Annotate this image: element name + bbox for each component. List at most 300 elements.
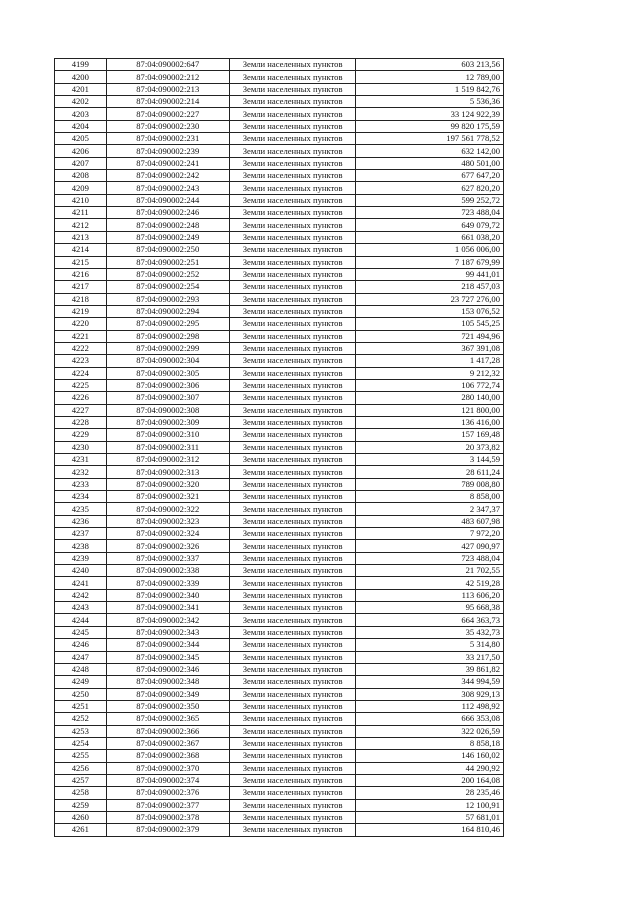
- cadastral-number-cell: 87:04:090002:340: [106, 589, 229, 601]
- cadastral-value-cell: 367 391,08: [356, 342, 504, 354]
- land-category-cell: Земли населенных пунктов: [229, 589, 355, 601]
- row-number-cell: 4200: [55, 71, 107, 83]
- cadastral-value-cell: 723 488,04: [356, 552, 504, 564]
- cadastral-number-cell: 87:04:090002:342: [106, 614, 229, 626]
- row-number-cell: 4253: [55, 725, 107, 737]
- table-row: [55, 404, 504, 416]
- table-row: [55, 663, 504, 675]
- row-number-cell: 4226: [55, 392, 107, 404]
- row-number-cell: 4228: [55, 416, 107, 428]
- table-row: [55, 268, 504, 280]
- row-number-cell: 4258: [55, 787, 107, 799]
- land-category-cell: Земли населенных пунктов: [229, 787, 355, 799]
- table-row: [55, 528, 504, 540]
- row-number-cell: 4254: [55, 737, 107, 749]
- row-number-cell: 4239: [55, 552, 107, 564]
- land-category-cell: Земли населенных пунктов: [229, 182, 355, 194]
- table-row: [55, 392, 504, 404]
- land-category-cell: Земли населенных пунктов: [229, 565, 355, 577]
- cadastral-value-cell: 723 488,04: [356, 207, 504, 219]
- row-number-cell: 4207: [55, 157, 107, 169]
- table-row: [55, 540, 504, 552]
- cadastral-number-cell: 87:04:090002:308: [106, 404, 229, 416]
- table-row: [55, 589, 504, 601]
- cadastral-value-cell: 136 416,00: [356, 416, 504, 428]
- table-row: [55, 207, 504, 219]
- row-number-cell: 4261: [55, 824, 107, 836]
- table-row: [55, 342, 504, 354]
- row-number-cell: 4223: [55, 355, 107, 367]
- cadastral-value-cell: 480 501,00: [356, 157, 504, 169]
- cadastral-number-cell: 87:04:090002:378: [106, 811, 229, 823]
- cadastral-number-cell: 87:04:090002:311: [106, 441, 229, 453]
- table-body: [55, 59, 504, 837]
- table-row: [55, 503, 504, 515]
- land-category-cell: Земли населенных пунктов: [229, 811, 355, 823]
- row-number-cell: 4247: [55, 651, 107, 663]
- cadastral-value-cell: 7 972,20: [356, 528, 504, 540]
- table-row: [55, 725, 504, 737]
- cadastral-value-cell: 5 314,80: [356, 639, 504, 651]
- table-row: [55, 355, 504, 367]
- row-number-cell: 4241: [55, 577, 107, 589]
- table-row: [55, 491, 504, 503]
- land-category-cell: Земли населенных пунктов: [229, 663, 355, 675]
- cadastral-number-cell: 87:04:090002:322: [106, 503, 229, 515]
- row-number-cell: 4249: [55, 676, 107, 688]
- cadastral-number-cell: 87:04:090002:293: [106, 293, 229, 305]
- table-row: [55, 688, 504, 700]
- row-number-cell: 4248: [55, 663, 107, 675]
- cadastral-number-cell: 87:04:090002:348: [106, 676, 229, 688]
- land-category-cell: Земли населенных пунктов: [229, 528, 355, 540]
- land-category-cell: Земли населенных пунктов: [229, 108, 355, 120]
- cadastral-value-cell: 28 611,24: [356, 466, 504, 478]
- row-number-cell: 4245: [55, 626, 107, 638]
- cadastral-number-cell: 87:04:090002:244: [106, 194, 229, 206]
- table-row: [55, 626, 504, 638]
- land-category-cell: Земли населенных пунктов: [229, 577, 355, 589]
- row-number-cell: 4236: [55, 515, 107, 527]
- cadastral-number-cell: 87:04:090002:344: [106, 639, 229, 651]
- row-number-cell: 4199: [55, 59, 107, 71]
- table-row: [55, 305, 504, 317]
- cadastral-value-cell: 666 353,08: [356, 713, 504, 725]
- table-row: [55, 565, 504, 577]
- table-row: [55, 676, 504, 688]
- land-category-cell: Земли населенных пунктов: [229, 367, 355, 379]
- table-row: [55, 145, 504, 157]
- cadastral-number-cell: 87:04:090002:374: [106, 774, 229, 786]
- cadastral-value-cell: 599 252,72: [356, 194, 504, 206]
- land-category-cell: Земли населенных пунктов: [229, 120, 355, 132]
- cadastral-number-cell: 87:04:090002:313: [106, 466, 229, 478]
- cadastral-number-cell: 87:04:090002:243: [106, 182, 229, 194]
- cadastral-value-cell: 57 681,01: [356, 811, 504, 823]
- row-number-cell: 4206: [55, 145, 107, 157]
- row-number-cell: 4203: [55, 108, 107, 120]
- row-number-cell: 4259: [55, 799, 107, 811]
- table-row: [55, 750, 504, 762]
- cadastral-number-cell: 87:04:090002:346: [106, 663, 229, 675]
- cadastral-value-cell: 113 606,20: [356, 589, 504, 601]
- cadastral-value-cell: 42 519,28: [356, 577, 504, 589]
- cadastral-number-cell: 87:04:090002:345: [106, 651, 229, 663]
- cadastral-value-cell: 218 457,03: [356, 281, 504, 293]
- cadastral-number-cell: 87:04:090002:337: [106, 552, 229, 564]
- table-row: [55, 244, 504, 256]
- cadastral-value-cell: 106 772,74: [356, 379, 504, 391]
- cadastral-value-cell: 483 607,98: [356, 515, 504, 527]
- cadastral-value-cell: 112 498,92: [356, 700, 504, 712]
- land-category-cell: Земли населенных пунктов: [229, 713, 355, 725]
- cadastral-number-cell: 87:04:090002:248: [106, 219, 229, 231]
- land-category-cell: Земли населенных пунктов: [229, 688, 355, 700]
- cadastral-value-cell: 200 164,08: [356, 774, 504, 786]
- row-number-cell: 4244: [55, 614, 107, 626]
- cadastral-number-cell: 87:04:090002:321: [106, 491, 229, 503]
- table-row: [55, 96, 504, 108]
- row-number-cell: 4231: [55, 454, 107, 466]
- row-number-cell: 4240: [55, 565, 107, 577]
- land-category-cell: Земли населенных пунктов: [229, 133, 355, 145]
- cadastral-number-cell: 87:04:090002:323: [106, 515, 229, 527]
- row-number-cell: 4256: [55, 762, 107, 774]
- cadastral-number-cell: 87:04:090002:366: [106, 725, 229, 737]
- cadastral-number-cell: 87:04:090002:312: [106, 454, 229, 466]
- cadastral-number-cell: 87:04:090002:647: [106, 59, 229, 71]
- cadastral-number-cell: 87:04:090002:350: [106, 700, 229, 712]
- land-category-cell: Земли населенных пунктов: [229, 256, 355, 268]
- land-category-cell: Земли населенных пунктов: [229, 799, 355, 811]
- cadastral-value-cell: 28 235,46: [356, 787, 504, 799]
- row-number-cell: 4251: [55, 700, 107, 712]
- cadastral-value-cell: 121 800,00: [356, 404, 504, 416]
- table-row: [55, 194, 504, 206]
- row-number-cell: 4208: [55, 170, 107, 182]
- cadastral-value-cell: 5 536,36: [356, 96, 504, 108]
- row-number-cell: 4215: [55, 256, 107, 268]
- table-row: [55, 811, 504, 823]
- land-category-cell: Земли населенных пунктов: [229, 762, 355, 774]
- table-row: [55, 293, 504, 305]
- land-category-cell: Земли населенных пунктов: [229, 614, 355, 626]
- cadastral-value-cell: 39 861,82: [356, 663, 504, 675]
- land-category-cell: Земли населенных пунктов: [229, 83, 355, 95]
- cadastral-value-cell: 661 038,20: [356, 231, 504, 243]
- land-category-cell: Земли населенных пунктов: [229, 96, 355, 108]
- land-category-cell: Земли населенных пунктов: [229, 639, 355, 651]
- cadastral-number-cell: 87:04:090002:298: [106, 330, 229, 342]
- land-category-cell: Земли населенных пунктов: [229, 454, 355, 466]
- table-row: [55, 787, 504, 799]
- table-row: [55, 219, 504, 231]
- table-row: [55, 737, 504, 749]
- table-row: [55, 602, 504, 614]
- table-row: [55, 774, 504, 786]
- cadastral-value-cell: 146 160,02: [356, 750, 504, 762]
- land-category-cell: Земли населенных пунктов: [229, 429, 355, 441]
- cadastral-number-cell: 87:04:090002:379: [106, 824, 229, 836]
- land-category-cell: Земли населенных пунктов: [229, 478, 355, 490]
- cadastral-value-cell: 721 494,96: [356, 330, 504, 342]
- cadastral-value-cell: 322 026,59: [356, 725, 504, 737]
- cadastral-number-cell: 87:04:090002:295: [106, 318, 229, 330]
- table-row: [55, 713, 504, 725]
- land-category-cell: Земли населенных пунктов: [229, 268, 355, 280]
- row-number-cell: 4222: [55, 342, 107, 354]
- table-row: [55, 614, 504, 626]
- land-category-cell: Земли населенных пунктов: [229, 231, 355, 243]
- land-category-cell: Земли населенных пунктов: [229, 676, 355, 688]
- land-category-cell: Земли населенных пунктов: [229, 330, 355, 342]
- cadastral-value-cell: 1 056 006,00: [356, 244, 504, 256]
- land-category-cell: Земли населенных пунктов: [229, 416, 355, 428]
- row-number-cell: 4216: [55, 268, 107, 280]
- row-number-cell: 4204: [55, 120, 107, 132]
- table-row: [55, 416, 504, 428]
- land-category-cell: Земли населенных пунктов: [229, 219, 355, 231]
- cadastral-number-cell: 87:04:090002:376: [106, 787, 229, 799]
- land-category-cell: Земли населенных пунктов: [229, 626, 355, 638]
- row-number-cell: 4211: [55, 207, 107, 219]
- cadastral-value-cell: 649 079,72: [356, 219, 504, 231]
- row-number-cell: 4255: [55, 750, 107, 762]
- cadastral-value-cell: 21 702,55: [356, 565, 504, 577]
- table-row: [55, 466, 504, 478]
- row-number-cell: 4201: [55, 83, 107, 95]
- cadastral-number-cell: 87:04:090002:326: [106, 540, 229, 552]
- table-row: [55, 577, 504, 589]
- cadastral-value-cell: 3 144,59: [356, 454, 504, 466]
- cadastral-number-cell: 87:04:090002:213: [106, 83, 229, 95]
- cadastral-number-cell: 87:04:090002:294: [106, 305, 229, 317]
- cadastral-value-cell: 603 213,56: [356, 59, 504, 71]
- row-number-cell: 4205: [55, 133, 107, 145]
- cadastral-number-cell: 87:04:090002:338: [106, 565, 229, 577]
- cadastral-number-cell: 87:04:090002:249: [106, 231, 229, 243]
- cadastral-number-cell: 87:04:090002:310: [106, 429, 229, 441]
- land-category-cell: Земли населенных пунктов: [229, 700, 355, 712]
- cadastral-number-cell: 87:04:090002:365: [106, 713, 229, 725]
- cadastral-number-cell: 87:04:090002:370: [106, 762, 229, 774]
- cadastral-value-cell: 20 373,82: [356, 441, 504, 453]
- land-category-cell: Земли населенных пунктов: [229, 71, 355, 83]
- table-row: [55, 170, 504, 182]
- cadastral-number-cell: 87:04:090002:239: [106, 145, 229, 157]
- cadastral-number-cell: 87:04:090002:214: [106, 96, 229, 108]
- table-row: [55, 824, 504, 836]
- table-row: [55, 281, 504, 293]
- row-number-cell: 4232: [55, 466, 107, 478]
- cadastral-number-cell: 87:04:090002:299: [106, 342, 229, 354]
- cadastral-value-cell: 308 929,13: [356, 688, 504, 700]
- row-number-cell: 4237: [55, 528, 107, 540]
- cadastral-value-cell: 99 820 175,59: [356, 120, 504, 132]
- cadastral-number-cell: 87:04:090002:377: [106, 799, 229, 811]
- cadastral-value-cell: 33 124 922,39: [356, 108, 504, 120]
- cadastral-number-cell: 87:04:090002:307: [106, 392, 229, 404]
- cadastral-number-cell: 87:04:090002:305: [106, 367, 229, 379]
- cadastral-value-cell: 664 363,73: [356, 614, 504, 626]
- table-row: [55, 651, 504, 663]
- cadastral-value-cell: 8 858,00: [356, 491, 504, 503]
- row-number-cell: 4209: [55, 182, 107, 194]
- cadastral-number-cell: 87:04:090002:324: [106, 528, 229, 540]
- row-number-cell: 4212: [55, 219, 107, 231]
- cadastral-number-cell: 87:04:090002:241: [106, 157, 229, 169]
- cadastral-value-cell: 95 668,38: [356, 602, 504, 614]
- row-number-cell: 4224: [55, 367, 107, 379]
- row-number-cell: 4202: [55, 96, 107, 108]
- cadastral-number-cell: 87:04:090002:339: [106, 577, 229, 589]
- row-number-cell: 4217: [55, 281, 107, 293]
- row-number-cell: 4221: [55, 330, 107, 342]
- land-category-cell: Земли населенных пунктов: [229, 602, 355, 614]
- table-row: [55, 552, 504, 564]
- row-number-cell: 4234: [55, 491, 107, 503]
- cadastral-value-cell: 677 647,20: [356, 170, 504, 182]
- cadastral-number-cell: 87:04:090002:254: [106, 281, 229, 293]
- land-category-cell: Земли населенных пунктов: [229, 305, 355, 317]
- land-category-cell: Земли населенных пунктов: [229, 540, 355, 552]
- cadastral-value-cell: 427 090,97: [356, 540, 504, 552]
- row-number-cell: 4260: [55, 811, 107, 823]
- land-category-cell: Земли населенных пунктов: [229, 503, 355, 515]
- table-row: [55, 120, 504, 132]
- table-row: [55, 231, 504, 243]
- table-row: [55, 515, 504, 527]
- cadastral-number-cell: 87:04:090002:367: [106, 737, 229, 749]
- land-category-cell: Земли населенных пунктов: [229, 379, 355, 391]
- cadastral-value-cell: 344 994,59: [356, 676, 504, 688]
- table-row: [55, 367, 504, 379]
- land-category-cell: Земли населенных пунктов: [229, 404, 355, 416]
- land-category-cell: Земли населенных пунктов: [229, 725, 355, 737]
- land-category-cell: Земли населенных пунктов: [229, 466, 355, 478]
- row-number-cell: 4242: [55, 589, 107, 601]
- cadastral-value-cell: 33 217,50: [356, 651, 504, 663]
- cadastral-value-cell: 632 142,00: [356, 145, 504, 157]
- cadastral-number-cell: 87:04:090002:227: [106, 108, 229, 120]
- row-number-cell: 4246: [55, 639, 107, 651]
- table-row: [55, 108, 504, 120]
- table-row: [55, 762, 504, 774]
- cadastral-number-cell: 87:04:090002:231: [106, 133, 229, 145]
- land-category-cell: Земли населенных пунктов: [229, 392, 355, 404]
- cadastral-value-cell: 8 858,18: [356, 737, 504, 749]
- table-row: [55, 71, 504, 83]
- cadastral-number-cell: 87:04:090002:246: [106, 207, 229, 219]
- cadastral-number-cell: 87:04:090002:230: [106, 120, 229, 132]
- cadastral-value-cell: 627 820,20: [356, 182, 504, 194]
- row-number-cell: 4213: [55, 231, 107, 243]
- land-category-cell: Земли населенных пунктов: [229, 441, 355, 453]
- cadastral-number-cell: 87:04:090002:304: [106, 355, 229, 367]
- cadastral-number-cell: 87:04:090002:252: [106, 268, 229, 280]
- cadastral-value-cell: 35 432,73: [356, 626, 504, 638]
- row-number-cell: 4218: [55, 293, 107, 305]
- row-number-cell: 4230: [55, 441, 107, 453]
- cadastral-number-cell: 87:04:090002:320: [106, 478, 229, 490]
- table-row: [55, 441, 504, 453]
- land-category-cell: Земли населенных пунктов: [229, 774, 355, 786]
- cadastral-number-cell: 87:04:090002:309: [106, 416, 229, 428]
- land-category-cell: Земли населенных пунктов: [229, 342, 355, 354]
- row-number-cell: 4220: [55, 318, 107, 330]
- table-row: [55, 799, 504, 811]
- cadastral-number-cell: 87:04:090002:250: [106, 244, 229, 256]
- table-row: [55, 318, 504, 330]
- cadastral-value-cell: 789 008,80: [356, 478, 504, 490]
- cadastral-value-cell: 1 417,28: [356, 355, 504, 367]
- cadastral-value-cell: 23 727 276,00: [356, 293, 504, 305]
- cadastral-number-cell: 87:04:090002:212: [106, 71, 229, 83]
- cadastral-number-cell: 87:04:090002:306: [106, 379, 229, 391]
- cadastral-value-cell: 12 789,00: [356, 71, 504, 83]
- land-category-cell: Земли населенных пунктов: [229, 244, 355, 256]
- table-row: [55, 133, 504, 145]
- table-row: [55, 429, 504, 441]
- cadastral-value-cell: 105 545,25: [356, 318, 504, 330]
- land-category-cell: Земли населенных пунктов: [229, 515, 355, 527]
- row-number-cell: 4229: [55, 429, 107, 441]
- land-category-cell: Земли населенных пунктов: [229, 281, 355, 293]
- cadastral-value-cell: 280 140,00: [356, 392, 504, 404]
- table-row: [55, 157, 504, 169]
- table-row: [55, 182, 504, 194]
- table-row: [55, 330, 504, 342]
- cadastral-number-cell: 87:04:090002:251: [106, 256, 229, 268]
- land-category-cell: Земли населенных пунктов: [229, 145, 355, 157]
- cadastral-value-cell: 153 076,52: [356, 305, 504, 317]
- cadastral-value-cell: 164 810,46: [356, 824, 504, 836]
- land-category-cell: Земли населенных пунктов: [229, 293, 355, 305]
- cadastral-value-cell: 1 519 842,76: [356, 83, 504, 95]
- land-category-cell: Земли населенных пунктов: [229, 651, 355, 663]
- row-number-cell: 4225: [55, 379, 107, 391]
- land-category-cell: Земли населенных пунктов: [229, 194, 355, 206]
- table-row: [55, 700, 504, 712]
- land-category-cell: Земли населенных пунктов: [229, 59, 355, 71]
- row-number-cell: 4238: [55, 540, 107, 552]
- row-number-cell: 4250: [55, 688, 107, 700]
- cadastral-value-cell: 157 169,48: [356, 429, 504, 441]
- cadastral-value-cell: 12 100,91: [356, 799, 504, 811]
- cadastral-value-cell: 197 561 778,52: [356, 133, 504, 145]
- land-category-cell: Земли населенных пунктов: [229, 355, 355, 367]
- cadastral-number-cell: 87:04:090002:341: [106, 602, 229, 614]
- row-number-cell: 4227: [55, 404, 107, 416]
- cadastral-number-cell: 87:04:090002:242: [106, 170, 229, 182]
- land-category-cell: Земли населенных пунктов: [229, 207, 355, 219]
- cadastral-value-cell: 44 290,92: [356, 762, 504, 774]
- table-row: [55, 639, 504, 651]
- table-row: [55, 454, 504, 466]
- table-row: [55, 379, 504, 391]
- cadastral-value-cell: 9 212,32: [356, 367, 504, 379]
- land-category-cell: Земли населенных пунктов: [229, 552, 355, 564]
- land-category-cell: Земли населенных пунктов: [229, 737, 355, 749]
- row-number-cell: 4257: [55, 774, 107, 786]
- land-category-cell: Земли населенных пунктов: [229, 157, 355, 169]
- land-category-cell: Земли населенных пунктов: [229, 750, 355, 762]
- row-number-cell: 4243: [55, 602, 107, 614]
- land-category-cell: Земли населенных пунктов: [229, 170, 355, 182]
- row-number-cell: 4210: [55, 194, 107, 206]
- table-row: [55, 478, 504, 490]
- cadastral-number-cell: 87:04:090002:343: [106, 626, 229, 638]
